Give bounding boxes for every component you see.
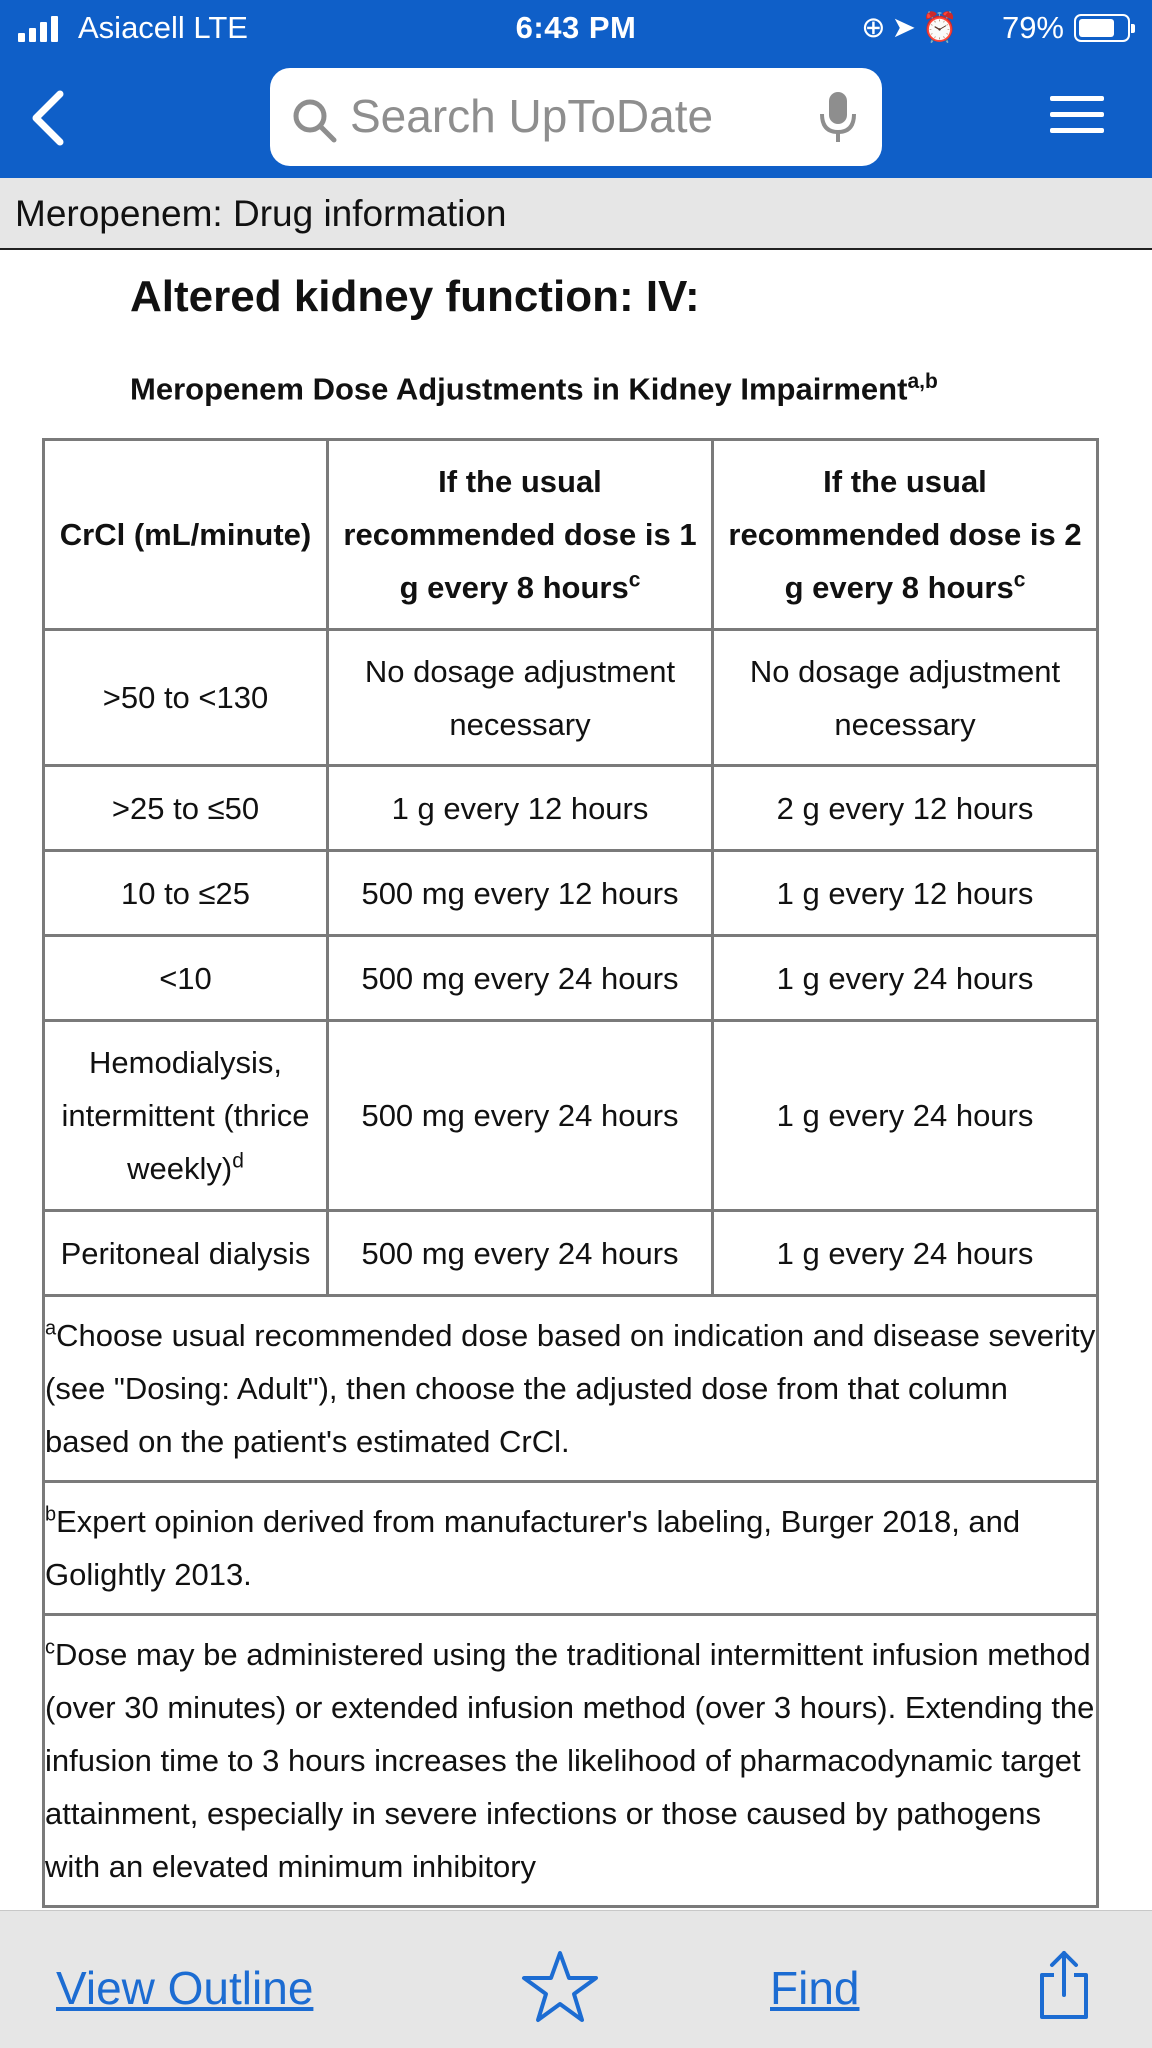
page-title: Meropenem: Drug information [15, 193, 507, 234]
clock: 6:43 PM [515, 10, 637, 45]
microphone-icon[interactable] [818, 90, 858, 146]
crcl-cell: 10 to ≤25 [44, 851, 328, 936]
dose-2g-cell: 2 g every 12 hours [713, 766, 1098, 851]
dose-2g-cell: 1 g every 24 hours [713, 1021, 1098, 1211]
location-arrow-icon: ➤ [891, 12, 922, 44]
page-title-bar [0, 178, 1152, 250]
crcl-cell: Hemodialysis, intermittent (thrice weekly)$^d$ [44, 1021, 328, 1211]
table-caption [130, 370, 938, 407]
carrier-label: Asiacell LTE [78, 10, 248, 45]
menu-button[interactable] [1050, 96, 1104, 136]
crcl-cell: >50 to <130 [44, 630, 328, 766]
dose-1g-cell: No dosage adjustment necessary [328, 630, 713, 766]
crcl-cell: <10 [44, 936, 328, 1021]
share-icon [1036, 1949, 1092, 2021]
find-link[interactable]: Find [770, 1962, 860, 2014]
alarm-icon: ⏰ [921, 12, 964, 44]
crcl-cell: Peritoneal dialysis [44, 1211, 328, 1296]
orientation-lock-icon: ⊕ [861, 12, 892, 44]
header-crcl: CrCl (mL/minute) [44, 440, 328, 630]
section-heading: Altered kidney function: IV: [130, 272, 700, 321]
crcl-cell: >25 to ≤50 [44, 766, 328, 851]
back-button[interactable] [28, 88, 78, 148]
dose-2g-cell: 1 g every 24 hours [713, 1211, 1098, 1296]
dose-1g-cell: 1 g every 12 hours [328, 766, 713, 851]
dose-2g-cell: 1 g every 24 hours [713, 936, 1098, 1021]
dose-1g-cell: 500 mg every 24 hours [328, 936, 713, 1021]
footnote-row [44, 1296, 1098, 1482]
footnote-c: $^c$Dose may be administered using the traditional intermittent infusion method (over 30 minutes) or extended infusion method (over 3 hours). Extending the infusion time to 3 hours increases the likelihood of pharmacodynamic target attainment, especially in severe infections or those caused by pathogens with an elevated minimum inhibitory [44, 1615, 1098, 1907]
search-bar[interactable] [270, 68, 882, 166]
status-icons [861, 10, 964, 45]
table-row [44, 936, 1098, 1021]
footnote-a: $^a$Choose usual recommended dose based on indication and disease severity (see "Dosing: Adult"), then choose the adjusted dose from that column based on the patient's estimated CrCl. [44, 1296, 1098, 1482]
hamburger-menu-icon [1050, 96, 1104, 133]
article-content[interactable] [0, 250, 1152, 1910]
dose-1g-cell: 500 mg every 24 hours [328, 1211, 713, 1296]
table-row [44, 851, 1098, 936]
dose-1g-cell: 500 mg every 24 hours [328, 1021, 713, 1211]
table-row [44, 630, 1098, 766]
dose-2g-cell: 1 g every 12 hours [713, 851, 1098, 936]
header-dose-2g: If the usual recommended dose is 2 g every 8 hours$^c$ [713, 440, 1098, 630]
status-bar [0, 0, 1152, 58]
header-dose-1g: If the usual recommended dose is 1 g every 8 hours$^c$ [328, 440, 713, 630]
bottom-toolbar [0, 1910, 1152, 2048]
table-row [44, 766, 1098, 851]
table-caption-footnote-marks: a,b [907, 370, 938, 393]
table-caption-text: Meropenem Dose Adjustments in Kidney Impairment [130, 371, 908, 407]
star-icon [520, 1949, 600, 2025]
battery-percent: 79% [1001, 10, 1064, 45]
table-header-row [44, 440, 1098, 630]
chevron-left-icon [28, 88, 68, 148]
dose-1g-cell: 500 mg every 12 hours [328, 851, 713, 936]
dose-2g-cell: No dosage adjustment necessary [713, 630, 1098, 766]
table-row [44, 1021, 1098, 1211]
view-outline-link[interactable]: View Outline [56, 1962, 314, 2014]
bookmark-button[interactable] [520, 1949, 600, 2030]
footnote-row [44, 1482, 1098, 1615]
share-button[interactable] [1036, 1949, 1092, 2026]
table-row [44, 1211, 1098, 1296]
footnote-b: $^b$Expert opinion derived from manufacturer's labeling, Burger 2018, and Golightly 2013. [44, 1482, 1098, 1615]
search-input[interactable] [350, 90, 770, 142]
battery-icon [1074, 14, 1130, 42]
footnote-row [44, 1615, 1098, 1907]
dose-adjustment-table [42, 438, 1099, 1908]
search-icon [290, 96, 340, 146]
navigation-bar [0, 58, 1152, 178]
